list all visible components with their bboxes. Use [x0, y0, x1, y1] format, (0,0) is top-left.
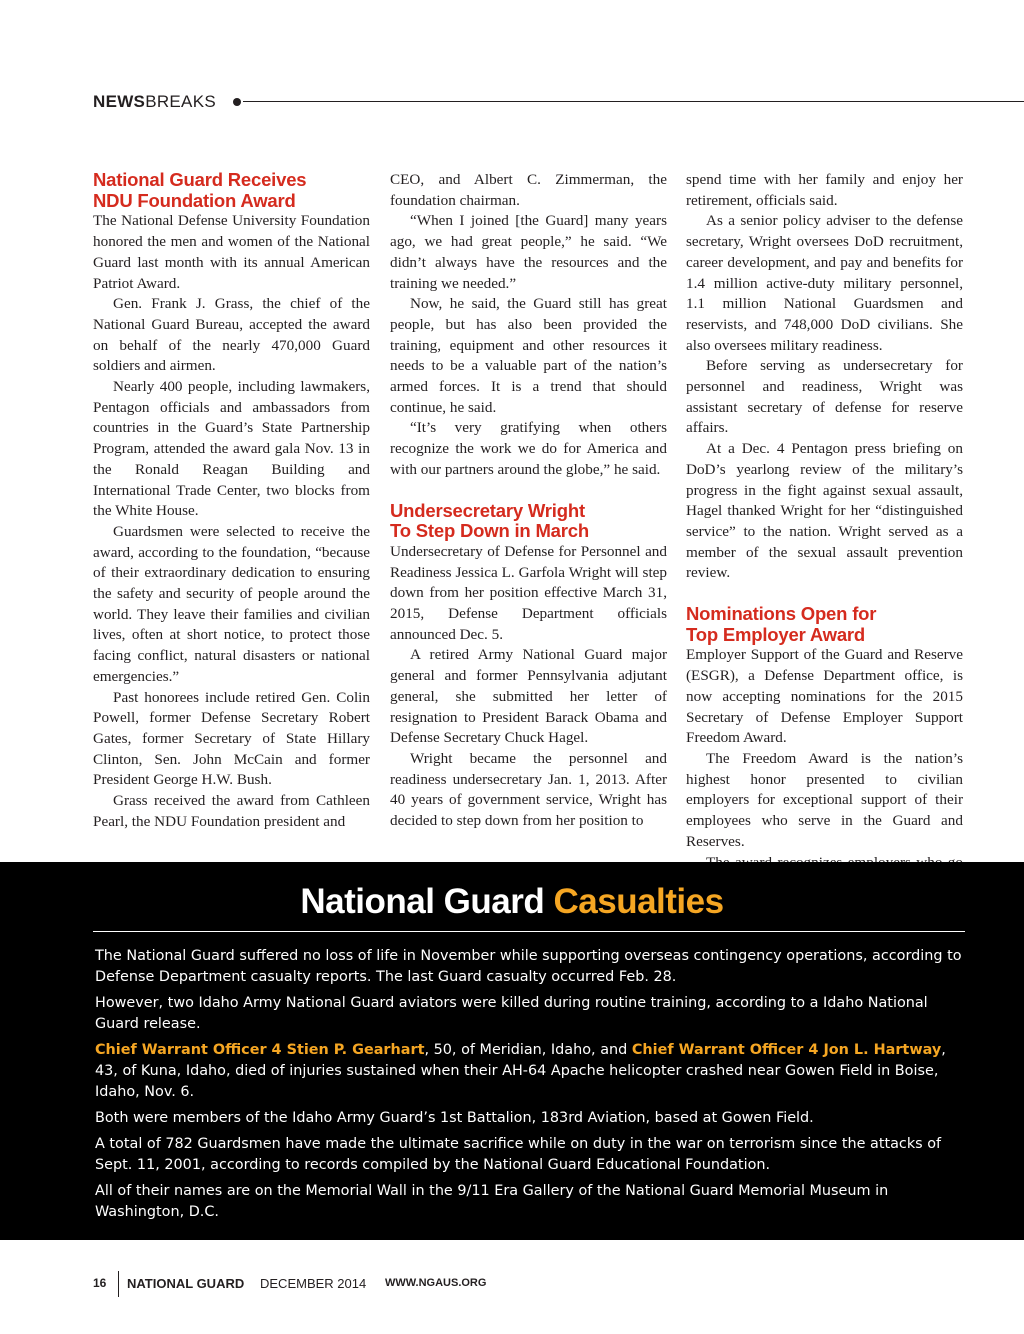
- section-rule: [243, 101, 1024, 102]
- casualties-title: National Guard Casualties: [300, 882, 724, 921]
- ndu-paragraph: Now, he said, the Guard still has great people, but has also been provided the training, equipment and other resources it needs to be a valuable part of the nation’s armed forces. It is a trend that should continue, he said.: [390, 295, 667, 416]
- casualties-paragraph: All of their names are on the Memorial Wall in the 9/11 Era Gallery of the National Guard Memorial Museum in Washington, D.C.: [95, 1183, 889, 1220]
- column-2: [390, 170, 667, 832]
- ndu-paragraph: CEO, and Albert C. Zimmerman, the foundation chairman.: [390, 171, 667, 209]
- esgr-paragraph: Employer Support of the Guard and Reserve (ESGR), a Defense Department office, is now accepting nominations for the 2015 Secretary of Defense Employer Support Freedom Award.: [686, 646, 963, 747]
- casualties-paragraph: Both were members of the Idaho Army Guard’s 1st Battalion, 183rd Aviation, based at Gowen Field.: [95, 1110, 814, 1126]
- website-url: WWW.NGAUS.ORG: [385, 1277, 487, 1289]
- column-3: [686, 170, 963, 894]
- wright-paragraph: As a senior policy adviser to the defense secretary, Wright oversees DoD recruitment, career development, and pay and benefits for 1.4 million active-duty military personnel, 1.1 million National Guardsmen and reservists, and 748,000 DoD civilians. She also oversees military readiness.: [686, 212, 963, 354]
- wright-headline: Undersecretary Wright To Step Down in March: [390, 499, 589, 542]
- casualties-paragraph: However, two Idaho Army National Guard aviators were killed during routine training, according to a Idaho National Guard release.: [95, 995, 928, 1032]
- ndu-paragraph: “It’s very gratifying when others recognize the work we do for America and with our partners around the globe,” he said.: [390, 419, 667, 478]
- ndu-headline: National Guard Receives NDU Foundation Award: [93, 169, 307, 211]
- issue-date: DECEMBER 2014: [260, 1276, 367, 1291]
- casualties-paragraph: A total of 782 Guardsmen have made the ultimate sacrifice while on duty in the war on terrorism since the attacks of Sept. 11, 2001, according to records compiled by the National Guard Educational Foundation.: [95, 1136, 942, 1173]
- footer-divider: [118, 1271, 119, 1297]
- casualty-name: Chief Warrant Officer 4 Jon L. Hartway: [631, 1042, 942, 1058]
- ndu-paragraph: Guardsmen were selected to receive the award, according to the foundation, “because of their extraordinary dedication to ensuring the safety and security of people around the world. They leave their families and civilian lives, often at short notice, to protect those facing conflict, natural disasters or national emergencies.”: [93, 522, 370, 685]
- section-label-bold: NEWS: [93, 92, 146, 111]
- ndu-paragraph: Gen. Frank J. Grass, the chief of the National Guard Bureau, accepted the award on behalf of the nearly 470,000 Guard soldiers and airmen.: [93, 295, 370, 375]
- casualty-name: Chief Warrant Officer 4 Stien P. Gearhart: [95, 1042, 425, 1058]
- ndu-paragraph: Grass received the award from Cathleen Pearl, the NDU Foundation president and: [93, 792, 370, 830]
- ndu-paragraph: “When I joined [the Guard] many years ago, we had great people,” he said. “We didn’t always have the resources and the training we needed.”: [390, 212, 667, 292]
- esgr-paragraph: The Freedom Award is the nation’s highest honor presented to civilian employers for exceptional support of their employees who serve in the Guard and Reserves.: [686, 749, 963, 850]
- page-number: 16: [93, 1276, 107, 1290]
- casualties-box: [0, 862, 1024, 1240]
- section-label-light: BREAKS: [145, 92, 216, 111]
- ndu-paragraph: Past honorees include retired Gen. Colin Powell, former Defense Secretary Robert Gates, former Secretary of State Hillary Clinton, Sen. John McCain and former President George H.W. Bush.: [93, 688, 370, 789]
- wright-paragraph: Wright became the personnel and readiness undersecretary Jan. 1, 2013. After 40 years of government service, Wright has decided to step down from her position to: [390, 749, 667, 830]
- wright-paragraph: Undersecretary of Defense for Personnel and Readiness Jessica L. Garfola Wright will step down from her position effective March 31, 2015, Defense Department officials announced Dec. 5.: [390, 542, 667, 643]
- section-dot: [233, 98, 241, 106]
- section-label: [93, 92, 216, 111]
- column-1: [93, 170, 370, 833]
- wright-paragraph: A retired Army National Guard major general and former Pennsylvania adjutant general, she submitted her letter of resignation to President Barack Obama and Defense Secretary Chuck Hagel.: [390, 646, 667, 747]
- wright-paragraph: Before serving as undersecretary for personnel and readiness, Wright was assistant secretary of defense for reserve affairs.: [686, 357, 963, 437]
- magazine-name: NATIONAL GUARD: [127, 1276, 245, 1291]
- ndu-paragraph: The National Defense University Foundation honored the men and women of the National Guard last month with its annual American Patriot Award.: [93, 212, 370, 292]
- casualties-rule: [93, 931, 965, 932]
- esgr-headline: Nominations Open for Top Employer Award: [686, 603, 877, 645]
- section-header: [93, 90, 1024, 114]
- ndu-paragraph: Nearly 400 people, including lawmakers, Pentagon officials and ambassadors from countries in the Guard’s State Partnership Program, attended the award gala Nov. 13 in the Ronald Reagan Building and International Trade Center, two blocks from the White House.: [93, 378, 370, 520]
- casualties-paragraph: The National Guard suffered no loss of life in November while supporting overseas contingency operations, according to Defense Department casualty reports. The last Guard casualty occurred Feb. 28.: [95, 948, 962, 985]
- casualties-body: [95, 946, 965, 1228]
- wright-paragraph: At a Dec. 4 Pentagon press briefing on DoD’s yearlong review of the military’s progress in the fight against sexual assault, Hagel thanked Wright for her “distinguished service” to the nation. Wright served as a member of the sexual assault prevention review.: [686, 440, 963, 582]
- casualties-paragraph: Chief Warrant Officer 4 Stien P. Gearhart, 50, of Meridian, Idaho, and Chief Warrant Officer 4 Jon L. Hartway, 43, of Kuna, Idaho, died of injuries sustained when their AH-64 Apache helicopter crashed near Gowen Field in Boise, Idaho, Nov. 6.: [95, 1042, 946, 1100]
- wright-paragraph: spend time with her family and enjoy her retirement, officials said.: [686, 171, 963, 209]
